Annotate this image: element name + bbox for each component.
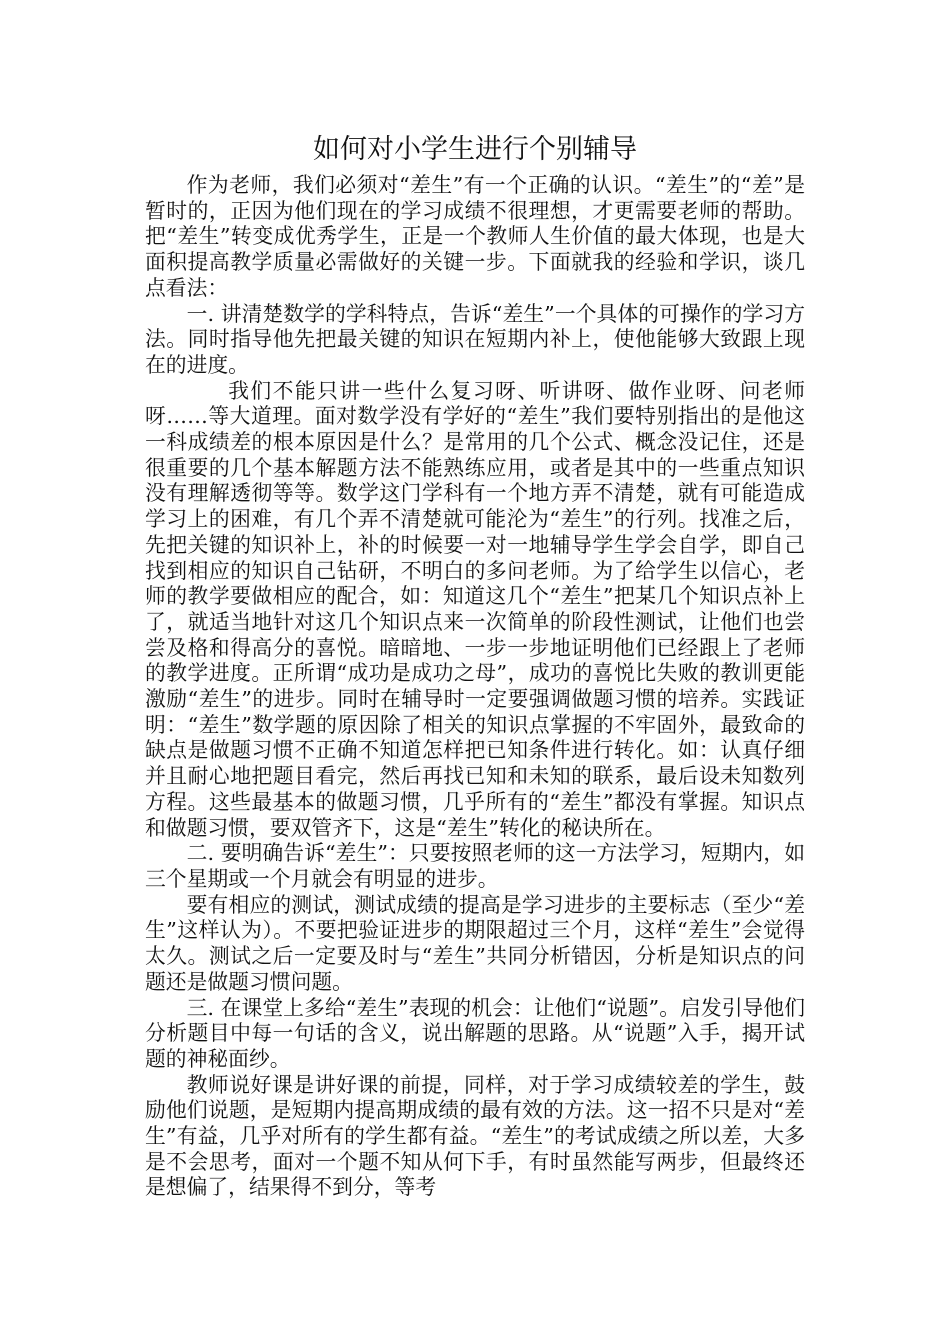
paragraph-intro: 作为老师，我们必须对“差生”有一个正确的认识。“差生”的“差”是暂时的，正因为他们现在的学习成绩不很理想，才更需要老师的帮助。把“差生”转变成优秀学生，正是一个教师人生价值的最大体现，也是大面积提高教学质量必需做好的关键一步。下面就我的经验和学识，谈几点看法：	[145, 173, 805, 300]
paragraph-point-one: 一. 讲清楚数学的学科特点，告诉“差生”一个具体的可操作的学习方法。同时指导他先把最关键的知识在短期内补上，使他能够大致跟上现在的进度。	[145, 301, 805, 377]
paragraph-point-one-detail: 我们不能只讲一些什么复习呀、听讲呀、做作业呀、问老师呀……等大道理。面对数学没有学好的“差生”我们要特别指出的是他这一科成绩差的根本原因是什么？是常用的几个公式、概念没记住，还是很重要的几个基本解题方法不能熟练应用，或者是其中的一些重点知识没有理解透彻等等。数学这门学科有一个地方弄不清楚，就有可能造成学习上的困难，有几个弄不清楚就可能沦为“差生”的行列。找准之后，先把关键的知识补上，补的时候要一对一地辅导学生学会自学，即自己找到相应的知识自己钻研，不明白的多问老师。为了给学生以信心，老师的教学要做相应的配合，如：知道这几个“差生”把某几个知识点补上了，就适当地针对这几个知识点来一次简单的阶段性测试，让他们也尝尝及格和得高分的喜悦。暗暗地、一步一步地证明他们已经跟上了老师的教学进度。正所谓“成功是成功之母”，成功的喜悦比失败的教训更能激励“差生”的进步。同时在辅导时一定要强调做题习惯的培养。实践证明：“差生”数学题的原因除了相关的知识点掌握的不牢固外，最致命的缺点是做题习惯不正确不知道怎样把已知条件进行转化。如：认真仔细并且耐心地把题目看完，然后再找已知和未知的联系，最后设未知数列方程。这些最基本的做题习惯，几乎所有的“差生”都没有掌握。知识点和做题习惯，要双管齐下，这是“差生”转化的秘诀所在。	[145, 378, 805, 840]
paragraph-point-three: 三. 在课堂上多给“差生”表现的机会：让他们“说题”。启发引导他们分析题目中每一句话的含义，说出解题的思路。从“说题”入手，揭开试题的神秘面纱。	[145, 995, 805, 1071]
paragraph-point-two: 二. 要明确告诉“差生”：只要按照老师的这一方法学习，短期内，如三个星期或一个月就会有明显的进步。	[145, 841, 805, 891]
document-title: 如何对小学生进行个别辅导	[313, 134, 637, 165]
document-body	[145, 173, 805, 1201]
paragraph-point-three-detail: 教师说好课是讲好课的前提，同样，对于学习成绩较差的学生，鼓励他们说题，是短期内提高期成绩的最有效的方法。这一招不只是对“差生”有益，几乎对所有的学生都有益。“差生”的考试成绩之所以差，大多是不会思考，面对一个题不知从何下手，有时虽然能写两步，但最终还是想偏了，结果得不到分，等考	[145, 1072, 805, 1200]
paragraph-point-two-detail: 要有相应的测试，测试成绩的提高是学习进步的主要标志（至少“差生”这样认为）。不要把验证进步的期限超过三个月，这样“差生”会觉得太久。测试之后一定要及时与“差生”共同分析错因，分析是知识点的问题还是做题习惯问题。	[145, 892, 805, 994]
